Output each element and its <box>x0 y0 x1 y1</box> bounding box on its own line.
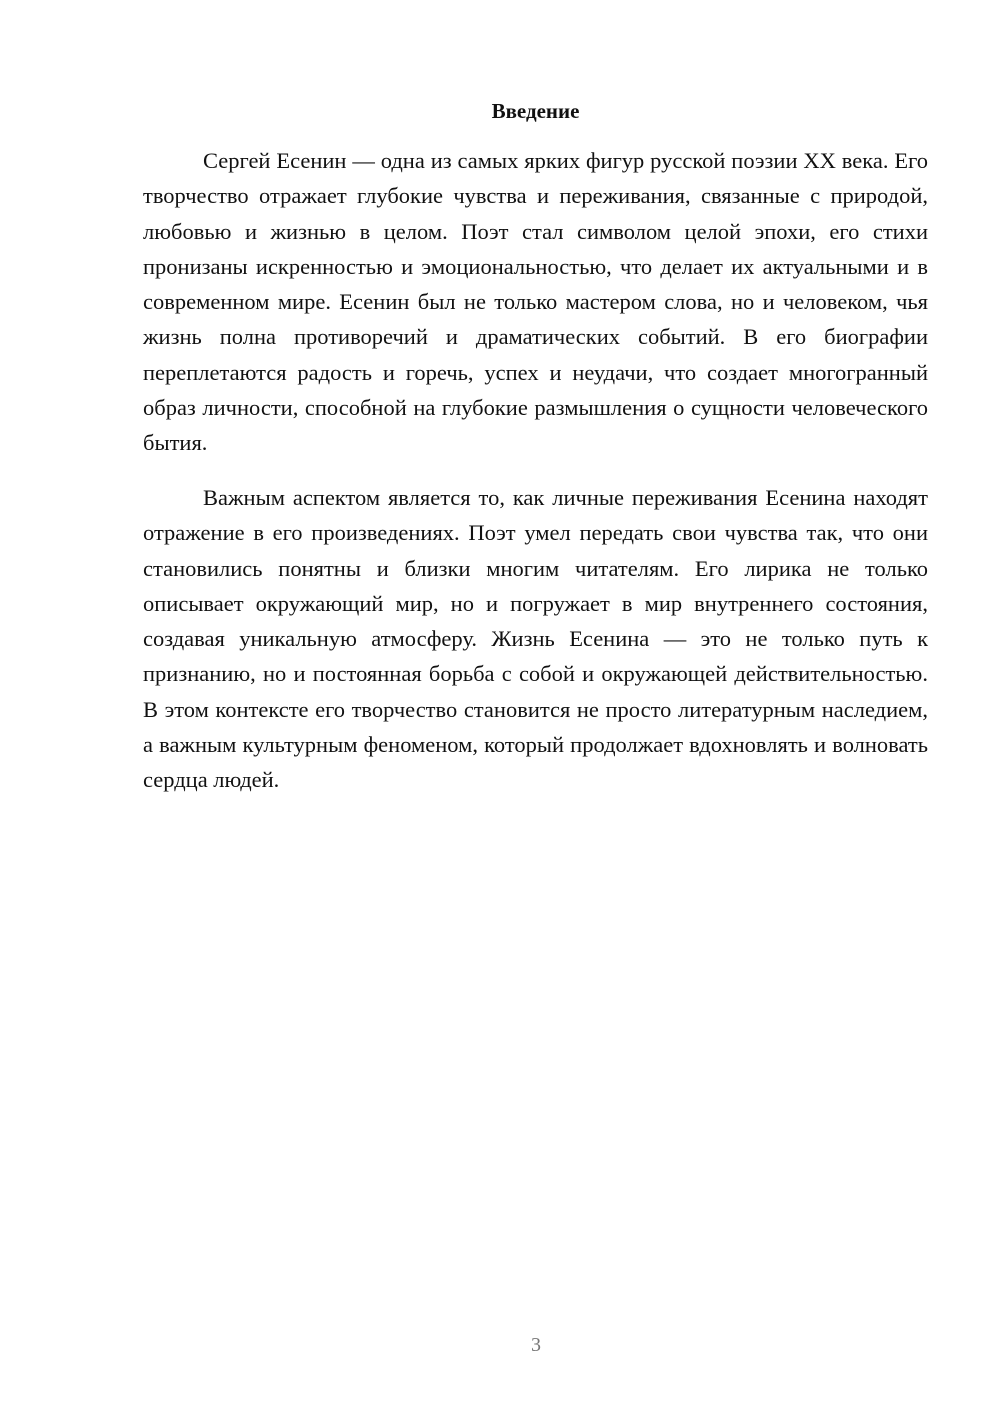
paragraph-1: Сергей Есенин — одна из самых ярких фигур русской поэзии XX века. Его творчество отражает глубокие чувства и переживания, связанные с природой, любовью и жизнью в целом. Поэт стал символом целой эпохи, его стихи пронизаны искренностью и эмоциональностью, что делает их актуальными и в современном мире. Есенин был не только мастером слова, но и человеком, чья жизнь полна противоречий и драматических событий. В его биографии переплетаются радость и горечь, успех и неудачи, что создает многогранный образ личности, способной на глубокие размышления о сущности человеческого бытия. <box>143 148 928 456</box>
section-heading: Введение <box>491 99 580 123</box>
paragraph-2: Важным аспектом является то, как личные переживания Есенина находят отражение в его произведениях. Поэт умел передать свои чувства так, что они становились понятны и близки многим читателям. Его лирика не только описывает окружающий мир, но и погружает в мир внутреннего состояния, создавая уникальную атмосферу. Жизнь Есенина — это не только путь к признанию, но и постоянная борьба с собой и окружающей действительностью. В этом контексте его творчество становится не просто литературным наследием, а важным культурным феноменом, который продолжает вдохновлять и волновать сердца людей. <box>143 485 928 793</box>
page-number: 3 <box>531 1334 541 1356</box>
